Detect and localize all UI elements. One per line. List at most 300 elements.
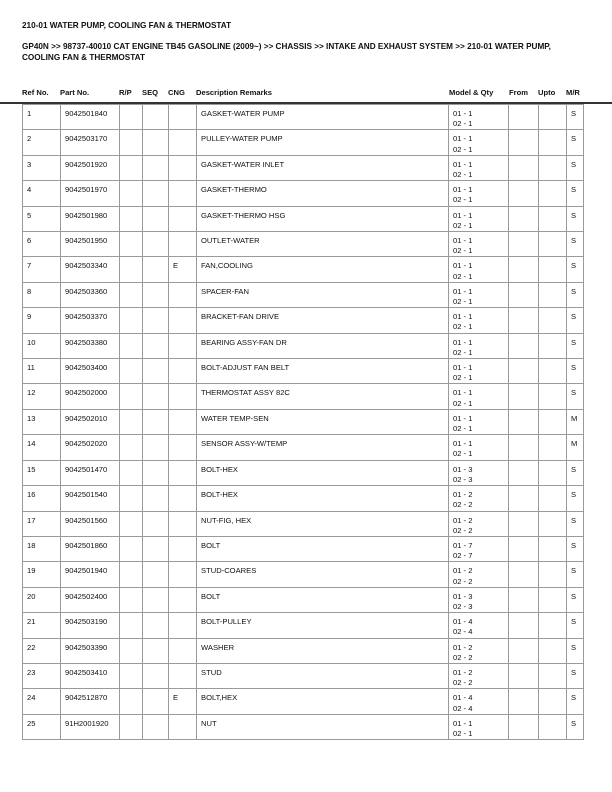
cell-model [449, 435, 509, 460]
cell-upto [539, 155, 567, 180]
model-qty-line: 01 - 2 [453, 566, 473, 576]
table-row [23, 587, 584, 612]
cell-rp [120, 409, 143, 434]
cell-upto [539, 282, 567, 307]
model-qty-line: 01 - 1 [453, 718, 473, 728]
cell-mr: M [567, 409, 584, 434]
cell-from [509, 638, 539, 663]
cell-mr: S [567, 714, 584, 739]
cell-cng [169, 409, 197, 434]
cell-upto [539, 562, 567, 587]
cell-cng [169, 155, 197, 180]
cell-mr: S [567, 536, 584, 561]
cell-rp [120, 638, 143, 663]
cell-model [449, 384, 509, 409]
cell-desc: BOLT-ADJUST FAN BELT [197, 359, 449, 384]
cell-model [449, 282, 509, 307]
table-row [23, 359, 584, 384]
cell-seq [143, 460, 169, 485]
cell-ref: 15 [23, 460, 61, 485]
table-row [23, 384, 584, 409]
cell-seq [143, 359, 169, 384]
model-qty-line: 01 - 1 [453, 210, 473, 220]
model-qty-line: 02 - 2 [453, 576, 473, 586]
column-header-ref: Ref No. [22, 88, 49, 97]
model-qty-line: 01 - 1 [453, 109, 473, 118]
cell-mr: S [567, 105, 584, 130]
cell-from [509, 536, 539, 561]
model-qty-line: 02 - 1 [453, 170, 473, 180]
cell-ref: 20 [23, 587, 61, 612]
cell-ref: 1 [23, 105, 61, 130]
cell-desc: NUT-FIG, HEX [197, 511, 449, 536]
cell-rp [120, 384, 143, 409]
cell-cng [169, 663, 197, 688]
table-row [23, 435, 584, 460]
cell-ref: 14 [23, 435, 61, 460]
table-row [23, 282, 584, 307]
cell-cng [169, 181, 197, 206]
model-qty-line: 01 - 1 [453, 312, 473, 322]
cell-part: 9042501560 [61, 511, 120, 536]
cell-cng [169, 562, 197, 587]
cell-model [449, 460, 509, 485]
cell-model [449, 359, 509, 384]
cell-ref: 7 [23, 257, 61, 282]
cell-mr: S [567, 181, 584, 206]
cell-rp [120, 435, 143, 460]
cell-desc: SPACER-FAN [197, 282, 449, 307]
cell-upto [539, 536, 567, 561]
cell-mr: M [567, 435, 584, 460]
cell-mr: S [567, 511, 584, 536]
cell-seq [143, 155, 169, 180]
cell-from [509, 282, 539, 307]
cell-mr: S [567, 486, 584, 511]
cell-seq [143, 308, 169, 333]
column-header-from: From [509, 88, 528, 97]
model-qty-line: 01 - 4 [453, 617, 473, 627]
model-qty-line: 02 - 7 [453, 551, 473, 561]
cell-seq [143, 409, 169, 434]
cell-from [509, 333, 539, 358]
cell-upto [539, 638, 567, 663]
table-row [23, 536, 584, 561]
cell-desc: GASKET-WATER INLET [197, 155, 449, 180]
cell-part: 9042502010 [61, 409, 120, 434]
cell-mr: S [567, 333, 584, 358]
cell-upto [539, 384, 567, 409]
model-qty-line: 02 - 2 [453, 678, 473, 688]
cell-mr: S [567, 308, 584, 333]
table-row [23, 257, 584, 282]
table-row [23, 511, 584, 536]
model-qty-line: 01 - 4 [453, 693, 473, 703]
column-header-desc: Description Remarks [196, 88, 272, 97]
cell-desc: GASKET-THERMO HSG [197, 206, 449, 231]
cell-rp [120, 282, 143, 307]
table-row [23, 409, 584, 434]
model-qty-line: 02 - 2 [453, 500, 473, 510]
table-row [23, 714, 584, 739]
cell-part: 9042503170 [61, 130, 120, 155]
cell-model [449, 511, 509, 536]
cell-cng [169, 359, 197, 384]
column-header-part: Part No. [60, 88, 90, 97]
cell-ref: 9 [23, 308, 61, 333]
table-row [23, 232, 584, 257]
cell-ref: 13 [23, 409, 61, 434]
cell-cng [169, 232, 197, 257]
column-header-cng: CNG [168, 88, 185, 97]
cell-rp [120, 460, 143, 485]
cell-part: 9042501920 [61, 155, 120, 180]
cell-seq [143, 282, 169, 307]
cell-part: 9042501840 [61, 105, 120, 130]
cell-from [509, 384, 539, 409]
cell-part: 9042503400 [61, 359, 120, 384]
cell-cng [169, 308, 197, 333]
model-qty-line: 02 - 1 [453, 728, 473, 738]
cell-from [509, 130, 539, 155]
cell-ref: 10 [23, 333, 61, 358]
model-qty-line: 02 - 1 [453, 246, 473, 256]
column-header-upto: Upto [538, 88, 556, 97]
cell-model [449, 308, 509, 333]
cell-ref: 3 [23, 155, 61, 180]
cell-model [449, 409, 509, 434]
cell-part: 9042501950 [61, 232, 120, 257]
cell-desc: WATER TEMP-SEN [197, 409, 449, 434]
cell-rp [120, 181, 143, 206]
table-row [23, 638, 584, 663]
cell-cng [169, 206, 197, 231]
cell-model [449, 105, 509, 130]
cell-cng [169, 105, 197, 130]
model-qty-line: 01 - 1 [453, 159, 473, 169]
column-header-model: Model & Qty [449, 88, 494, 97]
cell-mr: S [567, 206, 584, 231]
cell-ref: 16 [23, 486, 61, 511]
cell-ref: 19 [23, 562, 61, 587]
model-qty-line: 02 - 2 [453, 525, 473, 535]
cell-part: 9042501860 [61, 536, 120, 561]
model-qty-line: 01 - 1 [453, 388, 473, 398]
cell-desc: BOLT,HEX [197, 689, 449, 714]
cell-from [509, 613, 539, 638]
table-row [23, 155, 584, 180]
cell-desc: OUTLET-WATER [197, 232, 449, 257]
model-qty-line: 02 - 1 [453, 220, 473, 230]
cell-from [509, 460, 539, 485]
cell-from [509, 689, 539, 714]
cell-rp [120, 308, 143, 333]
cell-seq [143, 562, 169, 587]
cell-seq [143, 333, 169, 358]
cell-seq [143, 206, 169, 231]
model-qty-line: 01 - 1 [453, 286, 473, 296]
cell-rp [120, 511, 143, 536]
cell-desc: SENSOR ASSY-W/TEMP [197, 435, 449, 460]
model-qty-line: 01 - 2 [453, 490, 473, 500]
cell-from [509, 714, 539, 739]
cell-seq [143, 536, 169, 561]
breadcrumb: GP40N >> 98737-40010 CAT ENGINE TB45 GASOLINE (2009~) >> CHASSIS >> INTAKE AND EXHAUST SYSTEM >> 210-01 WATER PUMP, COOLING FAN & THERMOSTAT [22, 42, 551, 62]
model-qty-line: 02 - 3 [453, 601, 473, 611]
cell-desc: WASHER [197, 638, 449, 663]
cell-rp [120, 663, 143, 688]
cell-mr: S [567, 130, 584, 155]
table-row [23, 308, 584, 333]
cell-ref: 23 [23, 663, 61, 688]
model-qty-line: 01 - 1 [453, 236, 473, 246]
cell-upto [539, 714, 567, 739]
model-qty-line: 02 - 3 [453, 474, 473, 484]
table-row [23, 663, 584, 688]
cell-desc: BOLT-PULLEY [197, 613, 449, 638]
cell-from [509, 409, 539, 434]
cell-model [449, 638, 509, 663]
cell-seq [143, 257, 169, 282]
cell-ref: 24 [23, 689, 61, 714]
model-qty-line: 01 - 7 [453, 540, 473, 550]
cell-part: 9042503380 [61, 333, 120, 358]
cell-upto [539, 486, 567, 511]
cell-from [509, 359, 539, 384]
cell-upto [539, 460, 567, 485]
cell-model [449, 130, 509, 155]
cell-part: 9042503370 [61, 308, 120, 333]
cell-from [509, 232, 539, 257]
cell-part: 9042502400 [61, 587, 120, 612]
cell-part: 9042503340 [61, 257, 120, 282]
table-row [23, 460, 584, 485]
model-qty-line: 02 - 1 [453, 373, 473, 383]
cell-ref: 18 [23, 536, 61, 561]
cell-seq [143, 511, 169, 536]
cell-part: 9042502000 [61, 384, 120, 409]
cell-upto [539, 105, 567, 130]
model-qty-line: 02 - 1 [453, 119, 473, 129]
cell-part: 9042503390 [61, 638, 120, 663]
cell-part: 9042503360 [61, 282, 120, 307]
cell-model [449, 613, 509, 638]
cell-cng [169, 714, 197, 739]
cell-seq [143, 181, 169, 206]
cell-rp [120, 587, 143, 612]
cell-mr: S [567, 155, 584, 180]
model-qty-line: 01 - 1 [453, 337, 473, 347]
cell-upto [539, 232, 567, 257]
cell-from [509, 486, 539, 511]
cell-seq [143, 232, 169, 257]
cell-cng [169, 511, 197, 536]
cell-mr: S [567, 232, 584, 257]
cell-seq [143, 130, 169, 155]
cell-ref: 25 [23, 714, 61, 739]
cell-part: 9042501470 [61, 460, 120, 485]
cell-part: 9042503410 [61, 663, 120, 688]
cell-part: 91H2001920 [61, 714, 120, 739]
cell-upto [539, 130, 567, 155]
model-qty-line: 01 - 1 [453, 261, 473, 271]
cell-cng [169, 486, 197, 511]
cell-cng [169, 384, 197, 409]
cell-cng [169, 587, 197, 612]
cell-mr: S [567, 587, 584, 612]
cell-model [449, 562, 509, 587]
table-row [23, 130, 584, 155]
cell-desc: GASKET-WATER PUMP [197, 105, 449, 130]
model-qty-line: 01 - 2 [453, 515, 473, 525]
model-qty-line: 02 - 1 [453, 322, 473, 332]
cell-upto [539, 587, 567, 612]
cell-cng [169, 638, 197, 663]
cell-desc: BEARING ASSY-FAN DR [197, 333, 449, 358]
model-qty-line: 02 - 2 [453, 652, 473, 662]
cell-mr: S [567, 689, 584, 714]
cell-from [509, 562, 539, 587]
cell-mr: S [567, 613, 584, 638]
cell-mr: S [567, 562, 584, 587]
cell-desc: GASKET-THERMO [197, 181, 449, 206]
cell-ref: 2 [23, 130, 61, 155]
cell-cng [169, 460, 197, 485]
model-qty-line: 02 - 1 [453, 297, 473, 307]
cell-upto [539, 333, 567, 358]
table-row [23, 333, 584, 358]
cell-seq [143, 663, 169, 688]
cell-desc: BOLT-HEX [197, 486, 449, 511]
table-row [23, 206, 584, 231]
cell-from [509, 587, 539, 612]
cell-seq [143, 105, 169, 130]
cell-from [509, 308, 539, 333]
cell-ref: 21 [23, 613, 61, 638]
cell-part: 9042501540 [61, 486, 120, 511]
model-qty-line: 02 - 1 [453, 449, 473, 459]
cell-upto [539, 613, 567, 638]
cell-mr: S [567, 282, 584, 307]
cell-seq [143, 689, 169, 714]
cell-upto [539, 511, 567, 536]
cell-desc: BOLT [197, 536, 449, 561]
model-qty-line: 02 - 1 [453, 347, 473, 357]
cell-seq [143, 714, 169, 739]
cell-cng [169, 435, 197, 460]
cell-rp [120, 359, 143, 384]
page-title: 210-01 WATER PUMP, COOLING FAN & THERMOSTAT [22, 21, 232, 30]
cell-upto [539, 181, 567, 206]
cell-model [449, 155, 509, 180]
cell-seq [143, 587, 169, 612]
cell-upto [539, 308, 567, 333]
column-header-mr: M/R [566, 88, 580, 97]
cell-from [509, 155, 539, 180]
model-qty-line: 01 - 2 [453, 642, 473, 652]
table-row [23, 181, 584, 206]
cell-from [509, 206, 539, 231]
model-qty-line: 02 - 4 [453, 627, 473, 637]
cell-mr: S [567, 257, 584, 282]
cell-upto [539, 206, 567, 231]
table-row [23, 613, 584, 638]
cell-ref: 4 [23, 181, 61, 206]
model-qty-line: 02 - 1 [453, 195, 473, 205]
model-qty-line: 01 - 3 [453, 591, 473, 601]
cell-from [509, 181, 539, 206]
model-qty-line: 02 - 4 [453, 703, 473, 713]
model-qty-line: 02 - 1 [453, 271, 473, 281]
cell-model [449, 663, 509, 688]
cell-ref: 17 [23, 511, 61, 536]
cell-upto [539, 689, 567, 714]
cell-mr: S [567, 638, 584, 663]
cell-model [449, 206, 509, 231]
cell-rp [120, 714, 143, 739]
table-row [23, 105, 584, 130]
table-row [23, 689, 584, 714]
cell-ref: 22 [23, 638, 61, 663]
cell-desc: BOLT [197, 587, 449, 612]
cell-seq [143, 435, 169, 460]
model-qty-line: 02 - 1 [453, 398, 473, 408]
cell-upto [539, 257, 567, 282]
cell-part: 9042501970 [61, 181, 120, 206]
cell-rp [120, 333, 143, 358]
table-row [23, 562, 584, 587]
model-qty-line: 01 - 1 [453, 134, 473, 144]
model-qty-line: 01 - 3 [453, 464, 473, 474]
cell-seq [143, 384, 169, 409]
cell-from [509, 435, 539, 460]
cell-upto [539, 409, 567, 434]
cell-desc: FAN,COOLING [197, 257, 449, 282]
cell-rp [120, 130, 143, 155]
cell-part: 9042512870 [61, 689, 120, 714]
cell-mr: S [567, 359, 584, 384]
cell-model [449, 232, 509, 257]
model-qty-line: 01 - 1 [453, 363, 473, 373]
cell-seq [143, 638, 169, 663]
parts-table [22, 104, 584, 740]
model-qty-line: 01 - 1 [453, 185, 473, 195]
cell-ref: 11 [23, 359, 61, 384]
cell-mr: S [567, 460, 584, 485]
cell-desc: THERMOSTAT ASSY 82C [197, 384, 449, 409]
cell-cng [169, 536, 197, 561]
model-qty-line: 02 - 1 [453, 424, 473, 434]
column-header-seq: SEQ [142, 88, 159, 97]
cell-desc: BOLT-HEX [197, 460, 449, 485]
cell-desc: NUT [197, 714, 449, 739]
cell-ref: 6 [23, 232, 61, 257]
cell-desc: BRACKET-FAN DRIVE [197, 308, 449, 333]
model-qty-line: 01 - 1 [453, 413, 473, 423]
cell-model [449, 587, 509, 612]
cell-model [449, 689, 509, 714]
model-qty-line: 01 - 2 [453, 667, 473, 677]
cell-cng [169, 282, 197, 307]
cell-part: 9042501980 [61, 206, 120, 231]
table-row [23, 486, 584, 511]
cell-from [509, 511, 539, 536]
cell-upto [539, 359, 567, 384]
cell-from [509, 663, 539, 688]
cell-from [509, 105, 539, 130]
cell-from [509, 257, 539, 282]
cell-rp [120, 105, 143, 130]
